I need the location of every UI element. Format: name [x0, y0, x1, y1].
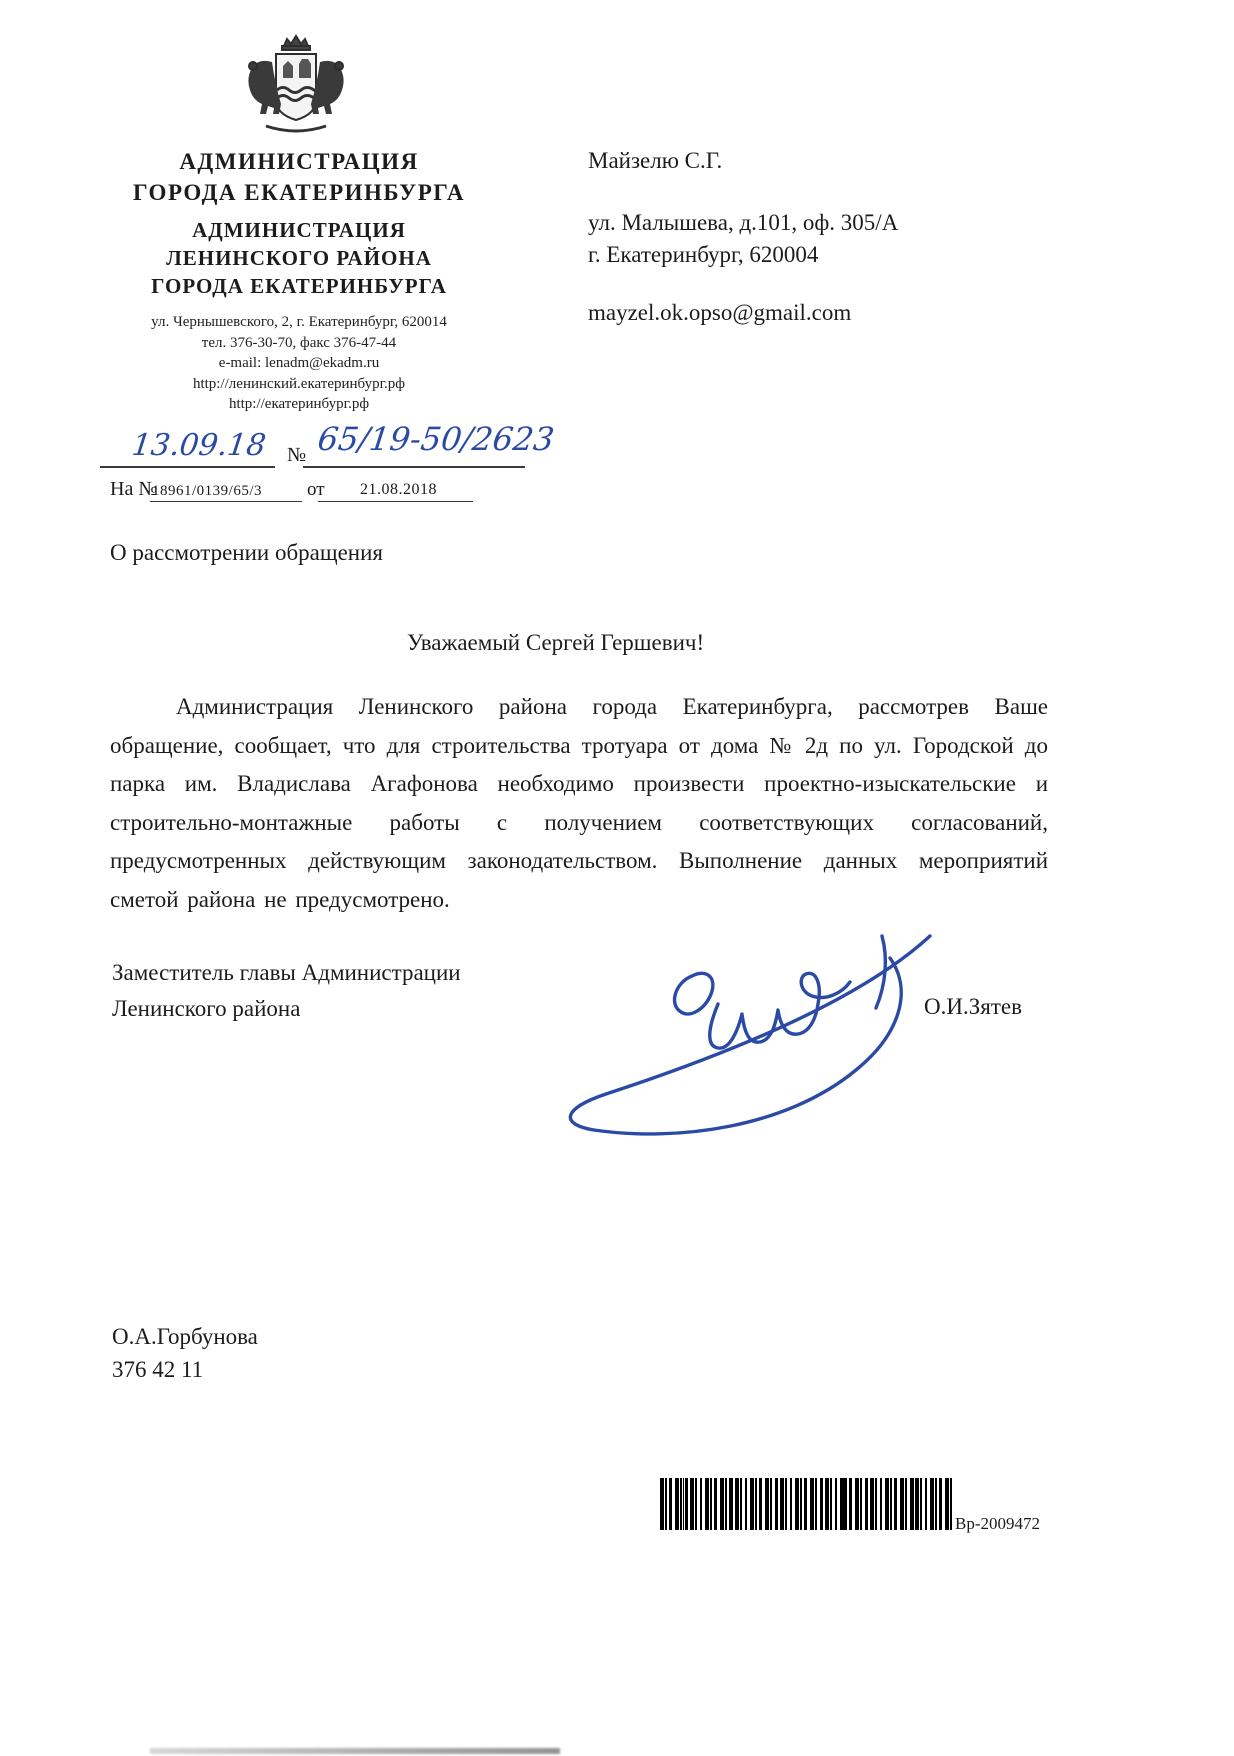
incoming-date-line: [318, 501, 473, 502]
signer-position: [112, 955, 461, 1027]
letterhead-email: e-mail: lenadm@ekadm.ru: [218, 355, 380, 371]
letterhead-org-block: [86, 146, 512, 300]
signer-name: О.И.Зятев: [924, 994, 1022, 1019]
incoming-date: 21.08.2018: [360, 481, 437, 498]
ekaterinburg-coat-of-arms-icon: [236, 32, 356, 136]
salutation: Уважаемый Сергей Гершевич!: [407, 630, 705, 655]
outgoing-number-handwritten: 65/19-50/2623: [315, 420, 557, 458]
letterhead-website-city: http://екатеринбург.рф: [228, 396, 370, 412]
signer-position-line1: Заместитель главы Администрации: [112, 960, 461, 985]
city-administration-line2: ГОРОДА ЕКАТЕРИНБУРГА: [133, 180, 465, 205]
letterhead-contact-block: [86, 312, 512, 415]
incoming-number: 18961/0139/65/3: [152, 483, 263, 499]
outgoing-date-line: [100, 466, 275, 468]
executor-phone: 376 42 11: [112, 1357, 204, 1382]
from-label: от: [307, 479, 325, 500]
district-administration-line2: ЛЕНИНСКОГО РАЙОНА: [166, 246, 432, 270]
executor-name: О.А.Горбунова: [112, 1324, 258, 1349]
incoming-label: На №: [110, 478, 158, 500]
incoming-number-line: [150, 501, 302, 502]
recipient-name: Майзелю С.Г.: [588, 148, 723, 173]
letterhead-phones: тел. 376-30-70, факс 376-47-44: [201, 334, 397, 351]
number-sign: №: [287, 444, 307, 466]
executor-block: [112, 1320, 258, 1386]
body-paragraph: Администрация Ленинского района города Екатеринбурга, рассмотрев Ваше обращение, сообщает, что для строительства тротуара от дома № 2д по ул. Городской до парка им. Владислава Агафонова необходимо произвести проектно-изыскательские и строительно-монтажные работы с получением соответствующих согласований, предусмотренных действующим законодательством. Выполнение данных мероприятий сметой района не предусмотрено.: [110, 694, 1048, 912]
city-administration-line1: АДМИНИСТРАЦИЯ: [179, 149, 419, 174]
district-administration-line3: ГОРОДА ЕКАТЕРИНБУРГА: [151, 274, 447, 298]
barcode-label: Вр-2009472: [955, 1514, 1040, 1533]
subject-line: О рассмотрении обращения: [110, 540, 383, 565]
registration-barcode-image: [660, 1478, 952, 1530]
outgoing-date-handwritten: 13.09.18: [129, 428, 268, 463]
district-administration-line1: АДМИНИСТРАЦИЯ: [192, 218, 406, 242]
letterhead-address: ул. Чернышевского, 2, г. Екатеринбург, 620014: [151, 314, 447, 330]
outgoing-number-line: [303, 466, 525, 468]
recipient-address-line1: ул. Малышева, д.101, оф. 305/А: [588, 210, 899, 235]
scan-artifact: [150, 1748, 560, 1754]
handwritten-signature: [540, 918, 950, 1150]
recipient-email: mayzel.ok.opso@gmail.com: [588, 300, 852, 325]
letterhead-website-district: http://ленинский.екатеринбург.рф: [192, 375, 406, 392]
signer-position-line2: Ленинского района: [112, 996, 301, 1021]
recipient-address-line2: г. Екатеринбург, 620004: [588, 242, 819, 267]
